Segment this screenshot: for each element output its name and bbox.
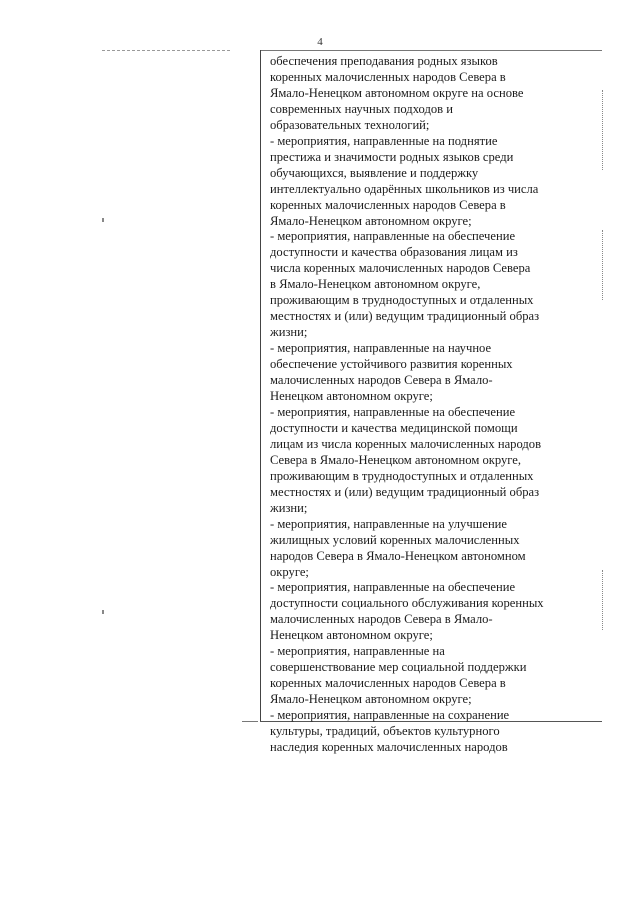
text-line: Севера в Ямало-Ненецком автономном округе,	[270, 452, 522, 467]
table-left-mark	[102, 610, 104, 614]
table-top-rule-right	[260, 50, 602, 51]
text-line: Ненецком автономном округе;	[270, 389, 433, 404]
text-line: коренных малочисленных народов Севера в	[270, 197, 506, 212]
text-line: в Ямало-Ненецком автономном округе,	[270, 277, 481, 292]
text-line: местностях и (или) ведущим традиционный образ	[270, 309, 540, 324]
text-line: - мероприятия, направленные на сохранение	[270, 708, 510, 723]
text-line: округе;	[270, 564, 309, 579]
text-line: проживающим в труднодоступных и отдаленных	[270, 468, 534, 483]
text-line: - мероприятия, направленные на поднятие	[270, 133, 498, 148]
table-bottom-rule-left	[242, 721, 258, 722]
text-line: современных научных подходов и	[270, 101, 454, 116]
document-table	[102, 50, 602, 754]
text-line: наследия коренных малочисленных народов	[270, 739, 508, 754]
page-number: 4	[317, 36, 323, 48]
text-line: малочисленных народов Севера в Ямало-	[270, 612, 493, 627]
text-line: обеспечения преподавания родных языков	[270, 54, 498, 68]
column-divider	[260, 50, 261, 722]
text-line: доступности и качества образования лицам из	[270, 245, 518, 260]
text-line: коренных малочисленных народов Севера в	[270, 676, 506, 691]
text-cell	[270, 54, 604, 756]
text-line: жилищных условий коренных малочисленных	[270, 532, 520, 547]
text-line: Ненецком автономном округе;	[270, 628, 433, 643]
text-line: - мероприятия, направленные на улучшение	[270, 516, 508, 531]
text-line: Ямало-Ненецком автономном округе;	[270, 692, 472, 707]
text-line: народов Севера в Ямало-Ненецком автономном	[270, 548, 526, 563]
text-line: доступности социального обслуживания коренных	[270, 596, 544, 611]
text-line: жизни;	[270, 500, 308, 515]
table-top-rule-left	[102, 50, 230, 51]
text-line: лицам из числа коренных малочисленных народов	[270, 436, 542, 451]
text-line: - мероприятия, направленные на	[270, 644, 445, 659]
text-line: Ямало-Ненецком автономном округе;	[270, 213, 472, 228]
text-line: местностях и (или) ведущим традиционный образ	[270, 484, 540, 499]
text-line: коренных малочисленных народов Севера в	[270, 69, 506, 84]
text-line: - мероприятия, направленные на научное	[270, 341, 492, 356]
text-line: - мероприятия, направленные на обеспечение	[270, 229, 516, 244]
text-line: интеллектуально одарённых школьников из числа	[270, 181, 539, 196]
text-line: доступности и качества медицинской помощи	[270, 420, 518, 435]
text-line: жизни;	[270, 325, 308, 340]
text-line: числа коренных малочисленных народов Севера	[270, 261, 531, 276]
text-line: обеспечение устойчивого развития коренных	[270, 357, 513, 372]
text-line: совершенствование мер социальной поддержки	[270, 660, 527, 675]
text-line: престижа и значимости родных языков среди	[270, 149, 514, 164]
table-left-mark	[102, 218, 104, 222]
text-line: малочисленных народов Севера в Ямало-	[270, 373, 493, 388]
text-line: образовательных технологий;	[270, 117, 430, 132]
text-line: проживающим в труднодоступных и отдаленных	[270, 293, 534, 308]
text-line: Ямало-Ненецком автономном округе на основе	[270, 85, 524, 100]
text-line: культуры, традиций, объектов культурного	[270, 724, 500, 739]
text-line: - мероприятия, направленные на обеспечение	[270, 404, 516, 419]
text-line: обучающихся, выявление и поддержку	[270, 165, 479, 180]
text-line: - мероприятия, направленные на обеспечение	[270, 580, 516, 595]
